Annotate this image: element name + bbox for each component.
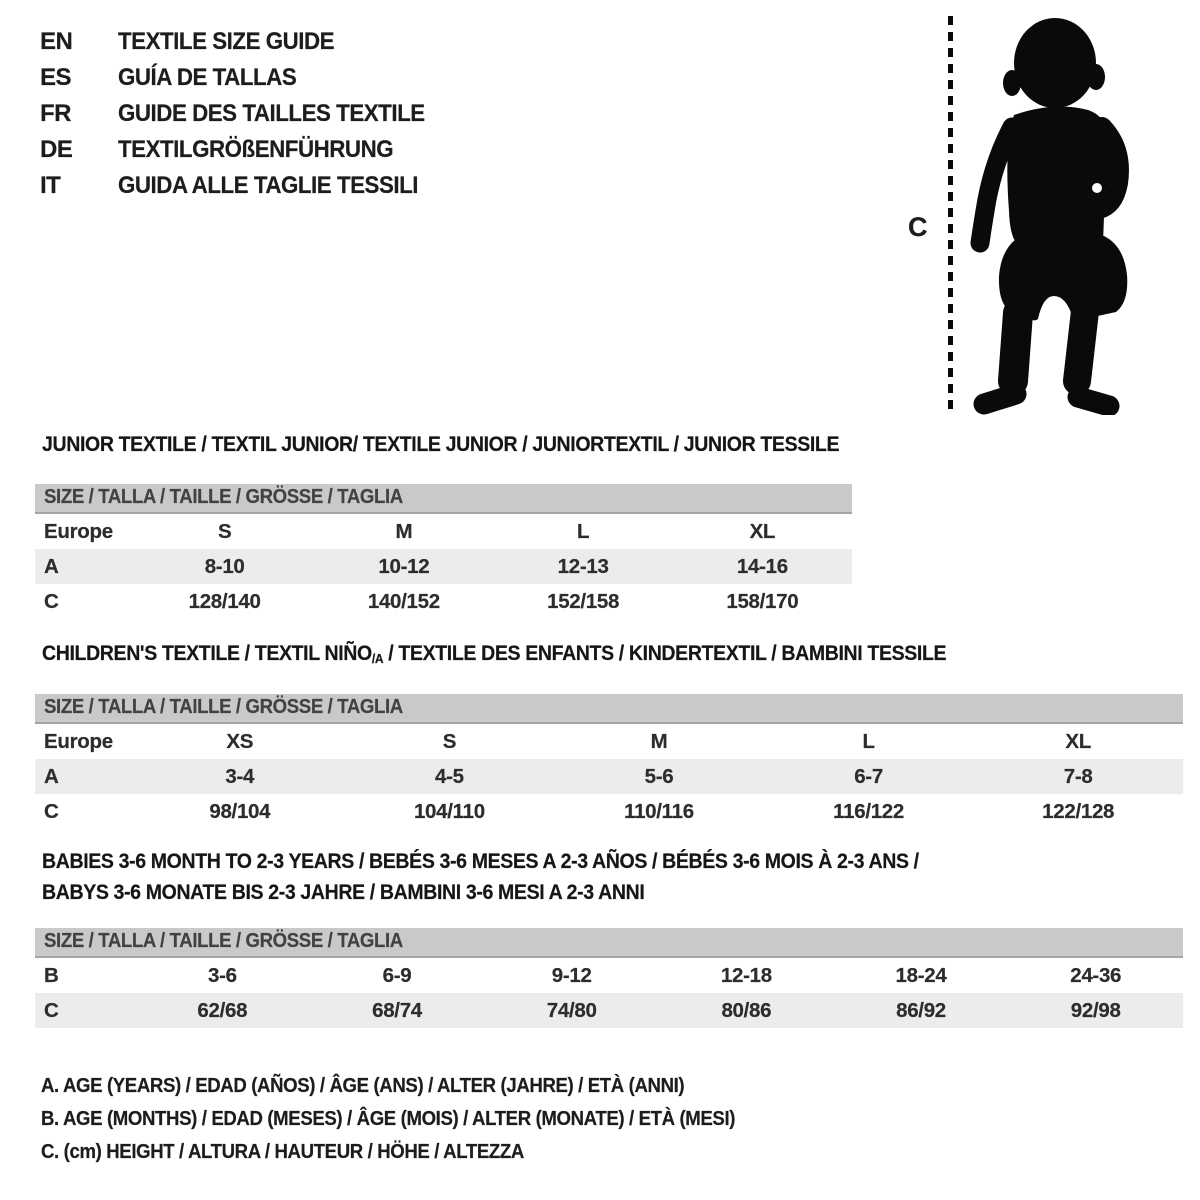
size-cell: S	[442, 730, 457, 753]
language-code: EN	[40, 28, 73, 55]
junior-section-title: JUNIOR TEXTILE / TEXTIL JUNIOR/ TEXTILE JUNIOR / JUNIORTEXTIL / JUNIOR TESSILE	[42, 433, 840, 456]
size-cell: 98/104	[209, 800, 271, 823]
size-cell: 5-6	[644, 765, 674, 788]
junior-size-table	[35, 514, 852, 619]
size-header-bar: SIZE / TALLA / TAILLE / GRÖSSE / TAGLIA	[35, 484, 852, 514]
size-cell: 6-7	[854, 765, 883, 788]
row-label: B	[44, 964, 59, 987]
size-cell: 6-9	[382, 964, 412, 987]
language-title: TEXTILGRÖßENFÜHRUNG	[118, 136, 394, 163]
size-cell: S	[217, 520, 232, 543]
size-cell: 14-16	[736, 555, 788, 578]
size-cell: 86/92	[896, 999, 946, 1022]
language-code: DE	[40, 136, 73, 163]
language-row-en	[40, 24, 448, 60]
language-row-it	[40, 168, 448, 204]
language-list	[40, 24, 448, 204]
babies-size-table	[35, 958, 1183, 1028]
size-cell: 4-5	[435, 765, 464, 788]
table-row	[35, 724, 1183, 759]
size-cell: M	[395, 520, 413, 543]
size-cell: XL	[749, 520, 776, 543]
size-cell: 140/152	[367, 590, 440, 613]
language-title: TEXTILE SIZE GUIDE	[118, 28, 335, 55]
language-row-de	[40, 132, 448, 168]
table-row	[35, 993, 1183, 1028]
height-dashed-line	[948, 16, 953, 416]
size-cell: 3-4	[225, 765, 255, 788]
table-row	[35, 794, 1183, 829]
language-code: FR	[40, 100, 71, 127]
size-cell: 104/110	[413, 800, 485, 823]
language-title: GUIDE DES TAILLES TEXTILE	[118, 100, 425, 127]
row-label: Europe	[44, 730, 113, 753]
babies-section-title: BABIES 3-6 MONTH TO 2-3 YEARS / BEBÉS 3-6 MESES A 2-3 AÑOS / BÉBÉS 3-6 MOIS À 2-3 ANS / BABYS 3-6 MONATE BIS 2-3 JAHRE / BAMBINI 3-6 MESI A 2-3 ANNI	[42, 850, 919, 904]
legend-line-height-cm: C. (cm) HEIGHT / ALTURA / HAUTEUR / HÖHE / ALTEZZA	[41, 1141, 524, 1163]
table-row	[35, 759, 1183, 794]
size-cell: M	[650, 730, 668, 753]
children-size-table	[35, 724, 1183, 829]
language-code: ES	[40, 64, 72, 91]
row-label: C	[44, 590, 59, 613]
size-cell: 8-10	[204, 555, 245, 578]
size-cell: 80/86	[721, 999, 772, 1022]
size-cell: L	[862, 730, 875, 753]
size-cell: XL	[1065, 730, 1091, 753]
size-cell: 116/122	[833, 800, 905, 823]
children-textile-section	[35, 642, 1183, 829]
junior-textile-section	[35, 433, 852, 619]
row-label: Europe	[44, 520, 113, 543]
size-cell: 158/170	[726, 590, 799, 613]
language-code: IT	[40, 172, 61, 199]
table-row	[35, 514, 852, 549]
size-header-bar: SIZE / TALLA / TAILLE / GRÖSSE / TAGLIA	[35, 928, 1183, 958]
size-cell: 24-36	[1070, 964, 1122, 987]
table-row	[35, 958, 1183, 993]
size-cell: L	[577, 520, 590, 543]
size-cell: 74/80	[546, 999, 597, 1022]
size-cell: 122/128	[1042, 800, 1115, 823]
size-cell: 10-12	[378, 555, 430, 578]
table-row	[35, 584, 852, 619]
language-title: GUIDA ALLE TAGLIE TESSILI	[118, 172, 419, 199]
row-label: C	[44, 800, 59, 823]
toddler-silhouette-icon	[966, 15, 1136, 415]
children-section-title: CHILDREN'S TEXTILE / TEXTIL NIÑO/A / TEXTILE DES ENFANTS / KINDERTEXTIL / BAMBINI TESSILE	[42, 642, 947, 666]
row-label: A	[44, 555, 59, 578]
size-cell: 3-6	[207, 964, 237, 987]
language-title: GUÍA DE TALLAS	[118, 64, 297, 91]
legend-line-age-years: A. AGE (YEARS) / EDAD (AÑOS) / ÂGE (ANS) / ALTER (JAHRE) / ETÀ (ANNI)	[41, 1075, 685, 1097]
size-cell: 12-18	[720, 964, 772, 987]
language-row-es	[40, 60, 448, 96]
row-label: A	[44, 765, 59, 788]
size-cell: XS	[226, 730, 254, 753]
size-cell: 18-24	[895, 964, 947, 987]
size-cell: 7-8	[1063, 765, 1093, 788]
size-cell: 110/116	[624, 800, 694, 823]
size-cell: 9-12	[551, 964, 592, 987]
size-cell: 128/140	[188, 590, 261, 613]
language-row-fr	[40, 96, 448, 132]
table-row	[35, 549, 852, 584]
size-cell: 62/68	[197, 999, 248, 1022]
height-measure-label: C	[908, 212, 928, 242]
size-cell: 12-13	[557, 555, 609, 578]
nino-a-subscript: /A	[371, 651, 384, 666]
legend-line-age-months: B. AGE (MONTHS) / EDAD (MESES) / ÂGE (MOIS) / ALTER (MONATE) / ETÀ (MESI)	[41, 1108, 736, 1130]
babies-textile-section	[35, 846, 1183, 1028]
size-cell: 92/98	[1070, 999, 1121, 1022]
measurement-legend	[41, 1070, 787, 1169]
size-header-bar: SIZE / TALLA / TAILLE / GRÖSSE / TAGLIA	[35, 694, 1183, 724]
size-cell: 152/158	[547, 590, 620, 613]
row-label: C	[44, 999, 59, 1022]
size-cell: 68/74	[372, 999, 422, 1022]
